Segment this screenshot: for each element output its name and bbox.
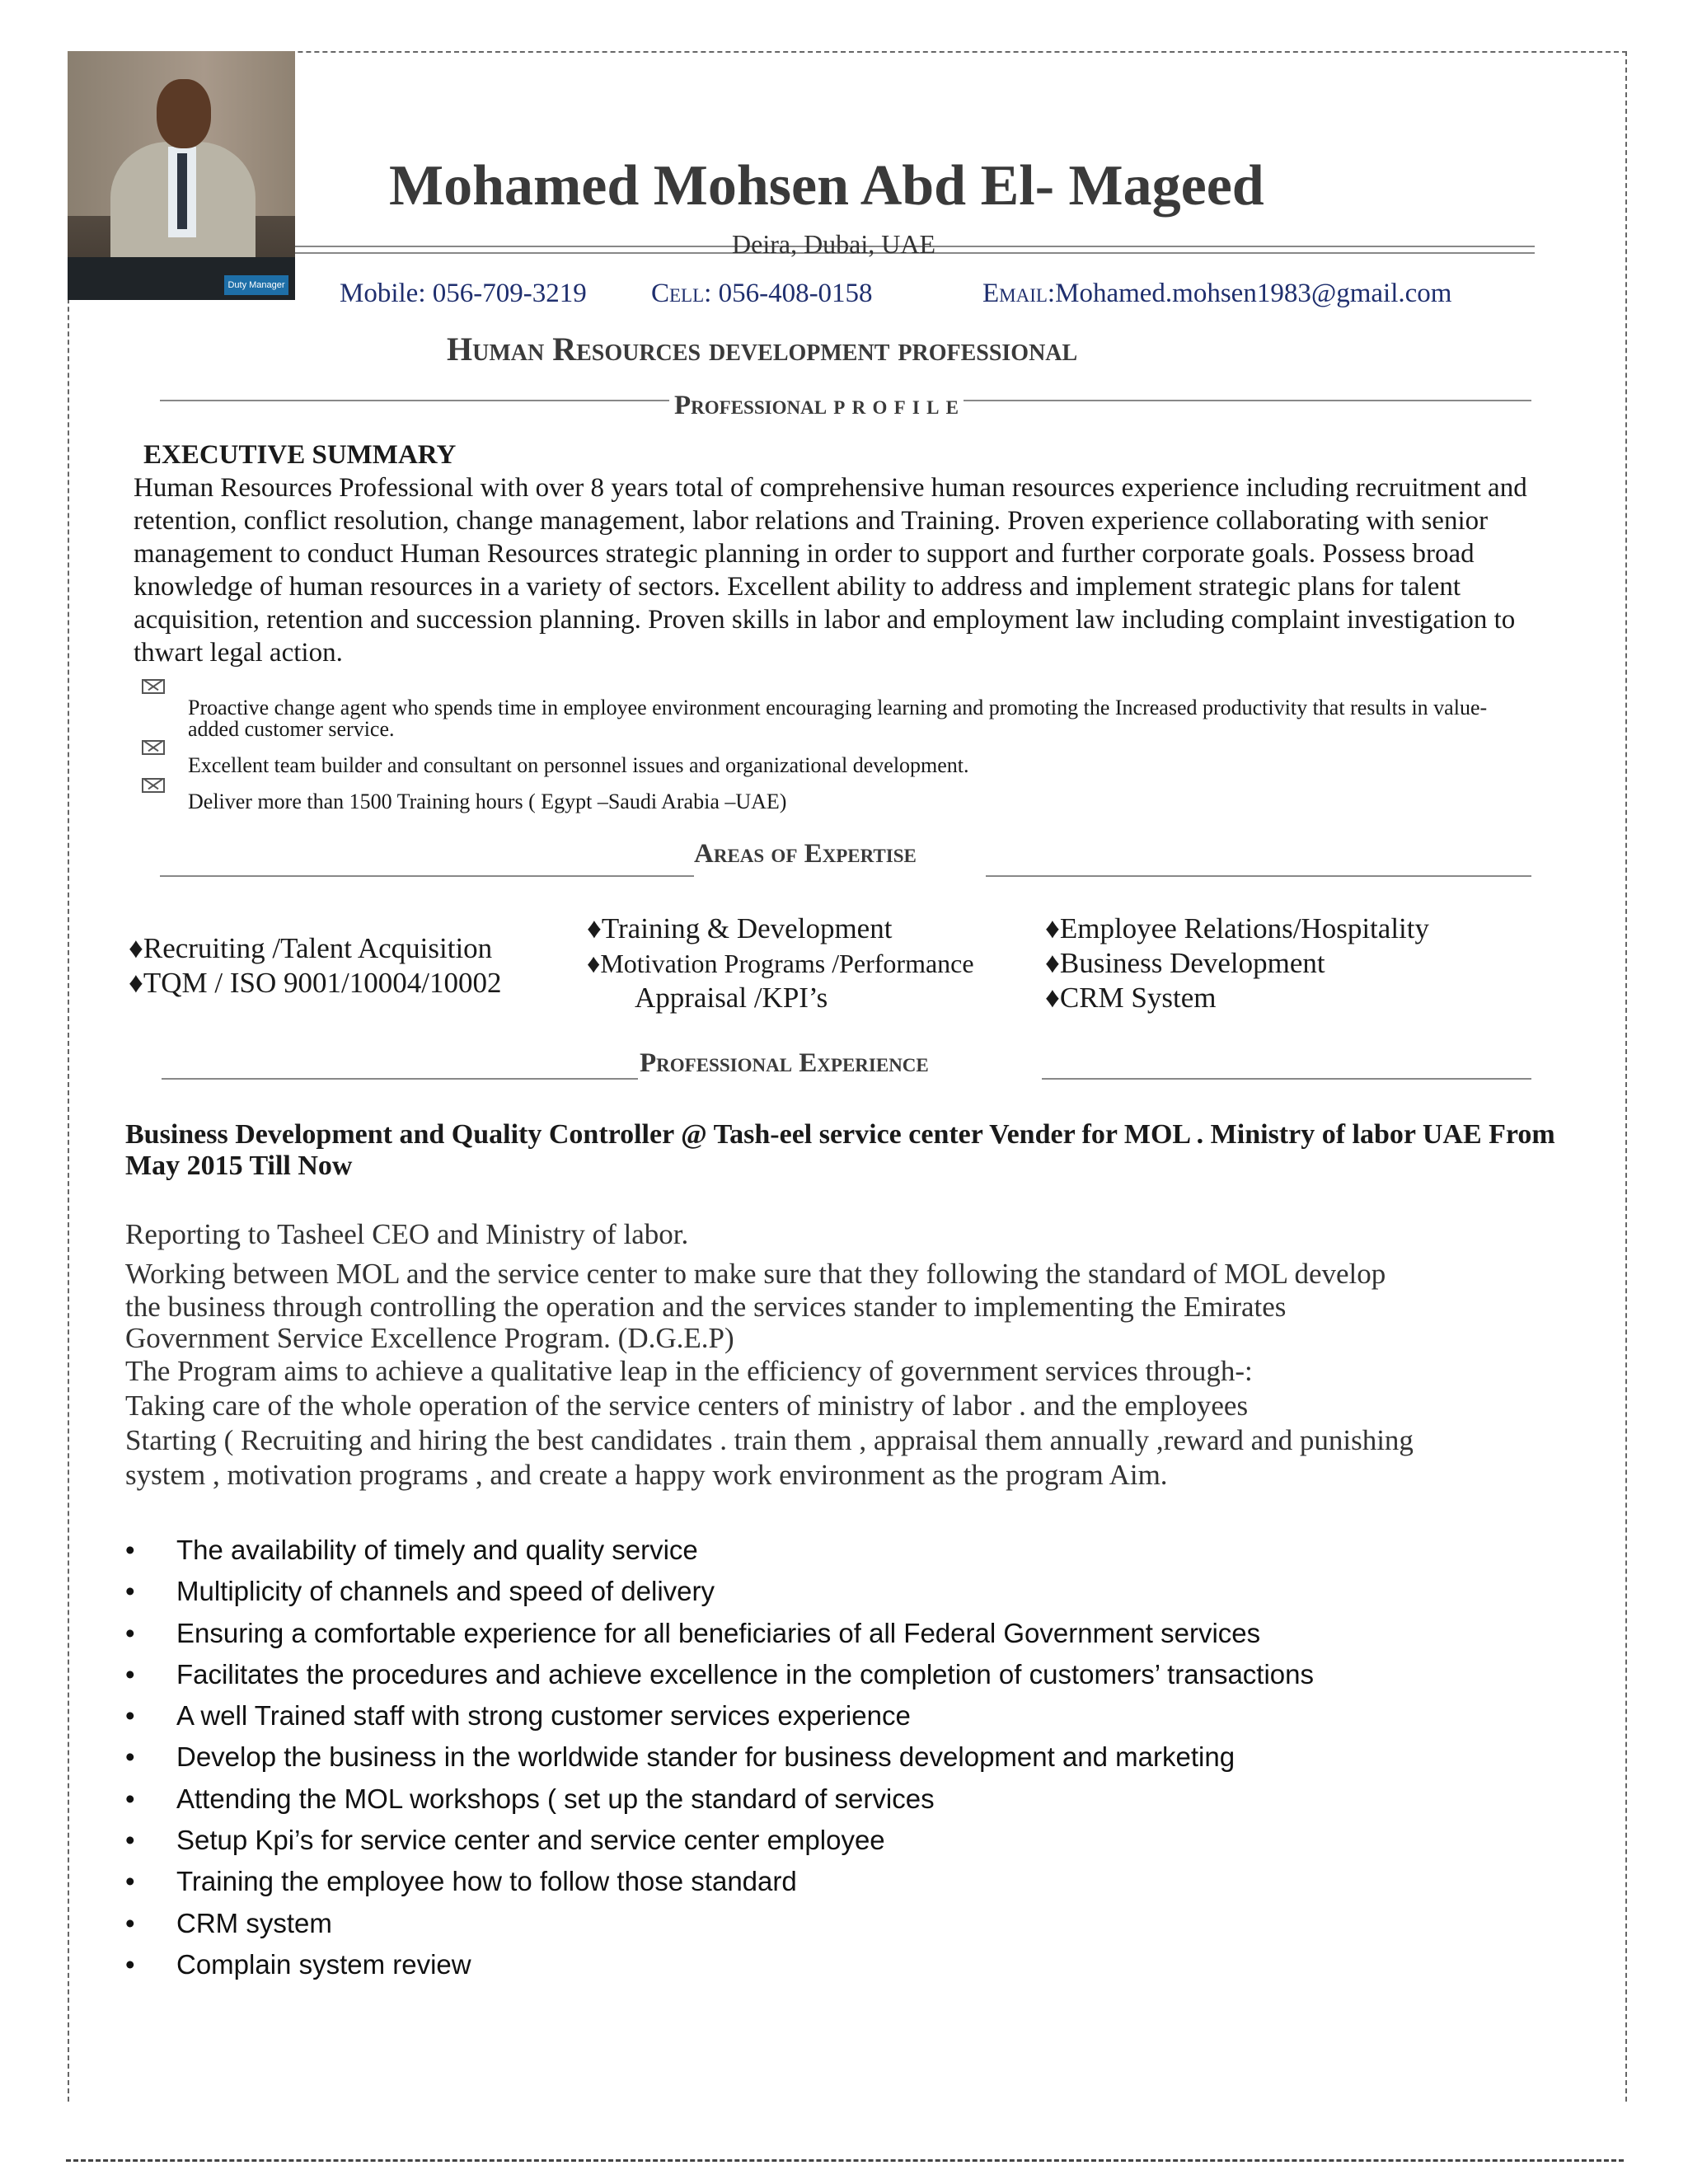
expertise-rule-right [986,875,1531,877]
address: Deira, Dubai, UAE [732,229,936,259]
expertise-item: ♦TQM / ISO 9001/10004/10002 [129,967,502,999]
expertise-rule-left [160,875,694,877]
job-description-line: Working between MOL and the service center to make sure that they following the standard of MOL develop [125,1258,1386,1290]
expertise-item: ♦Recruiting /Talent Acquisition [129,932,493,964]
email-address[interactable] [982,279,1451,309]
list-item: • Setup Kpi’s for service center and service center employee [125,1820,1314,1861]
job-description-line: Starting ( Recruiting and hiring the best candidates . train them , appraisal them annually ,reward and punishing [125,1424,1414,1456]
list-item: • Facilitates the procedures and achieve excellence in the completion of customers’ transactions [125,1654,1314,1695]
email-label: Email: [982,279,1056,308]
job-description-line: the business through controlling the operation and the services stander to implementing the Emirates [125,1291,1287,1323]
list-item: • Multiplicity of channels and speed of delivery [125,1571,1314,1612]
profile-bullet: Proactive change agent who spends time in employee environment encouraging learning and promoting the Increased productivity that results in value-added customer service. [188,696,1488,741]
experience-rule-left [162,1078,638,1080]
professional-headline: Human Resources development professional [447,330,1078,368]
profile-bullet: Deliver more than 1500 Training hours ( Egypt –Saudi Arabia –UAE) [188,790,787,813]
executive-summary-title: EXECUTIVE SUMMARY [143,440,457,470]
job-description-line: Government Service Excellence Program. (D.G.E.P) [125,1322,734,1354]
list-item: • Attending the MOL workshops ( set up the standard of services [125,1779,1314,1820]
list-item: • The availability of timely and quality service [125,1530,1314,1571]
expertise-item: ♦Business Development [1045,947,1325,979]
list-item: • Develop the business in the worldwide stander for business development and marketing [125,1736,1314,1778]
expertise-section-title: Areas of Expertise [694,839,917,869]
job-description-line: Taking care of the whole operation of the service centers of ministry of labor . and the employees [125,1390,1249,1422]
photo-tie [177,153,187,229]
job-description-line: The Program aims to achieve a qualitative leap in the efficiency of government services through-: [125,1355,1253,1387]
list-item: • A well Trained staff with strong customer services experience [125,1695,1314,1736]
list-item: • Ensuring a comfortable experience for all beneficiaries of all Federal Government services [125,1613,1314,1654]
job-title: Business Development and Quality Controller @ Tash-eel service center Vender for MOL . Ministry of labor UAE From May 2015 Till Now [125,1119,1555,1181]
candidate-name: Mohamed Mohsen Abd El- Mageed [389,154,1264,218]
list-item: • Training the employee how to follow those standard [125,1861,1314,1902]
envelope-bullet-icon [142,679,165,694]
email-value: Mohamed.mohsen1983@gmail.com [1055,279,1452,308]
expertise-item: ♦Motivation Programs /Performance [587,949,974,978]
expertise-item: ♦Employee Relations/Hospitality [1045,912,1429,944]
profile-photo [68,51,295,300]
mobile-number[interactable]: Mobile: 056-709-3219 [340,279,587,308]
profile-section-title: Professional p r o f i l e [669,391,964,421]
photo-head [157,79,211,148]
job-reporting: Reporting to Tasheel CEO and Ministry of labor. [125,1218,689,1250]
duty-manager-badge: Duty Manager [224,275,288,295]
bottom-dashed-rule [66,2159,1624,2162]
expertise-item: Appraisal /KPI’s [635,982,828,1014]
envelope-bullet-icon [142,778,165,793]
envelope-bullet-icon [142,740,165,755]
experience-section-title: Professional Experience [640,1048,929,1078]
experience-rule-right [1042,1078,1531,1080]
list-item: • Complain system review [125,1944,1314,1985]
executive-summary-text: Human Resources Professional with over 8 years total of comprehensive human resources experience including recruitment and retention, conflict resolution, change management, labor relations and Training. Proven experience collaborating with senior management to conduct Human Resources strategic planning in order to support and further corporate goals. Possess broad knowledge of human resources in a variety of sectors. Excellent ability to address and implement strategic plans for talent acquisition, retention and succession planning. Proven skills in labor and employment law including complaint investigation to thwart legal action. [134,473,1527,668]
job-description-line: system , motivation programs , and create a happy work environment as the program Aim. [125,1459,1168,1491]
expertise-item: ♦Training & Development [587,912,893,944]
profile-bullet: Excellent team builder and consultant on personnel issues and organizational development. [188,753,969,777]
cell-number[interactable]: Cell: 056-408-0158 [651,279,873,308]
expertise-item: ♦CRM System [1045,982,1217,1014]
job-bullet-list [125,1530,1314,1985]
list-item: • CRM system [125,1903,1314,1944]
